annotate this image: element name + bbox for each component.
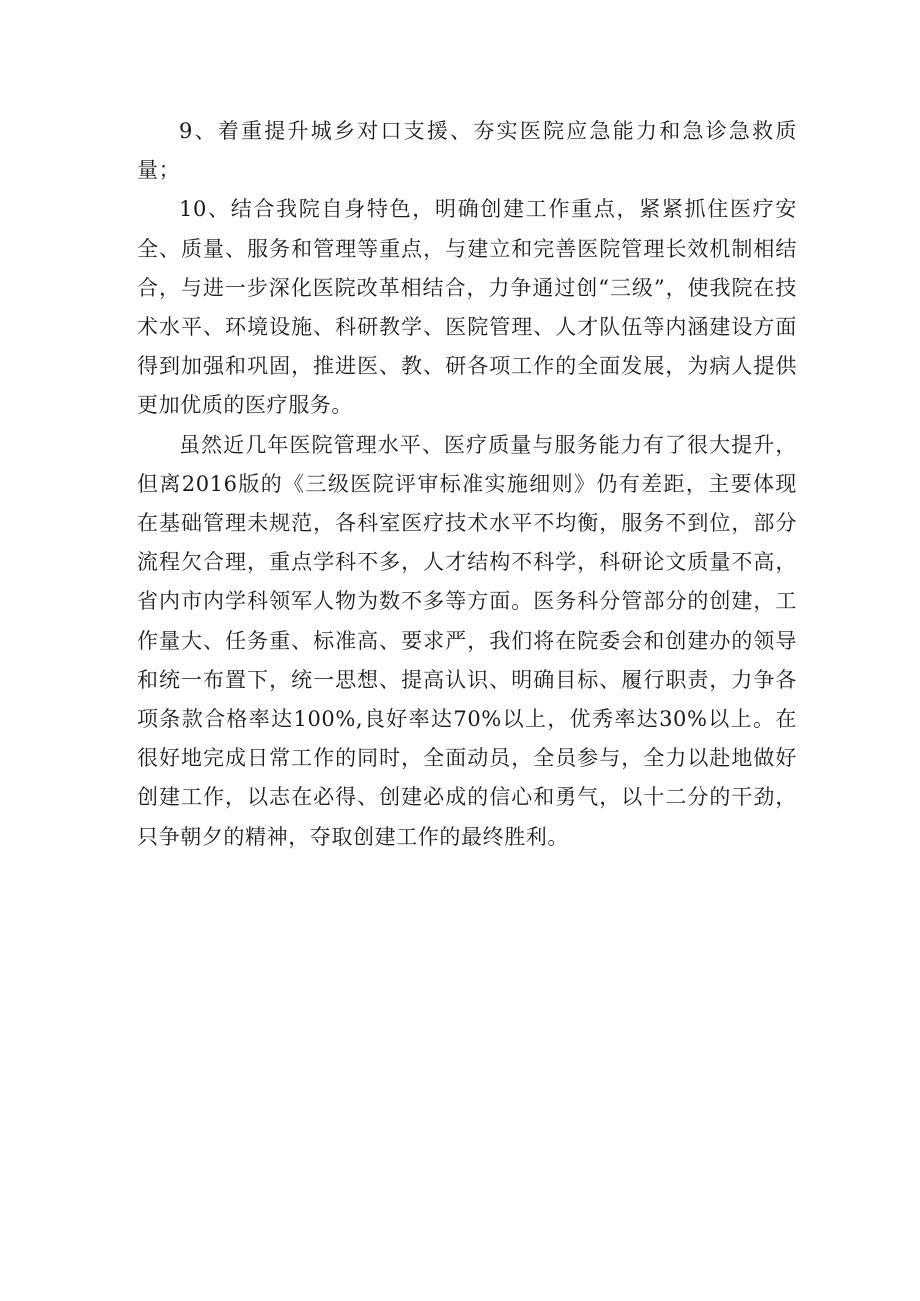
paragraph-summary: 虽然近几年医院管理水平、医疗质量与服务能力有了很大提升，但离2016版的《三级医院评审标准实施细则》仍有差距，主要体现在基础管理未规范，各科室医疗技术水平不均衡，服务不到位，部分流程欠合理，重点学科不多，人才结构不科学，科研论文质量不高，省内市内学科领军人物为数不多等方面。医务科分管部分的创建，工作量大、任务重、标准高、要求严，我们将在院委会和创建办的领导和统一布置下，统一思想、提高认识、明确目标、履行职责，力争各项条款合格率达100%,良好率达70%以上，优秀率达30%以上。在很好地完成日常工作的同时，全面动员，全员参与，全力以赴地做好创建工作，以志在必得、创建必成的信心和勇气，以十二分的干劲，只争朝夕的精神，夺取创建工作的最终胜利。 (137, 432, 797, 849)
paragraph-item-9: 9、着重提升城乡对口支援、夯实医院应急能力和急诊急救质量； (137, 119, 797, 183)
paragraph-item-10: 10、结合我院自身特色，明确创建工作重点，紧紧抓住医疗安全、质量、服务和管理等重点，与建立和完善医院管理长效机制相结合，与进一步深化医院改革相结合，力争通过创“三级”，使我院在技术水平、环境设施、科研教学、医院管理、人才队伍等内涵建设方面得到加强和巩固，推进医、教、研各项工作的全面发展，为病人提供更加优质的医疗服务。 (137, 197, 797, 418)
document-body (137, 112, 797, 857)
